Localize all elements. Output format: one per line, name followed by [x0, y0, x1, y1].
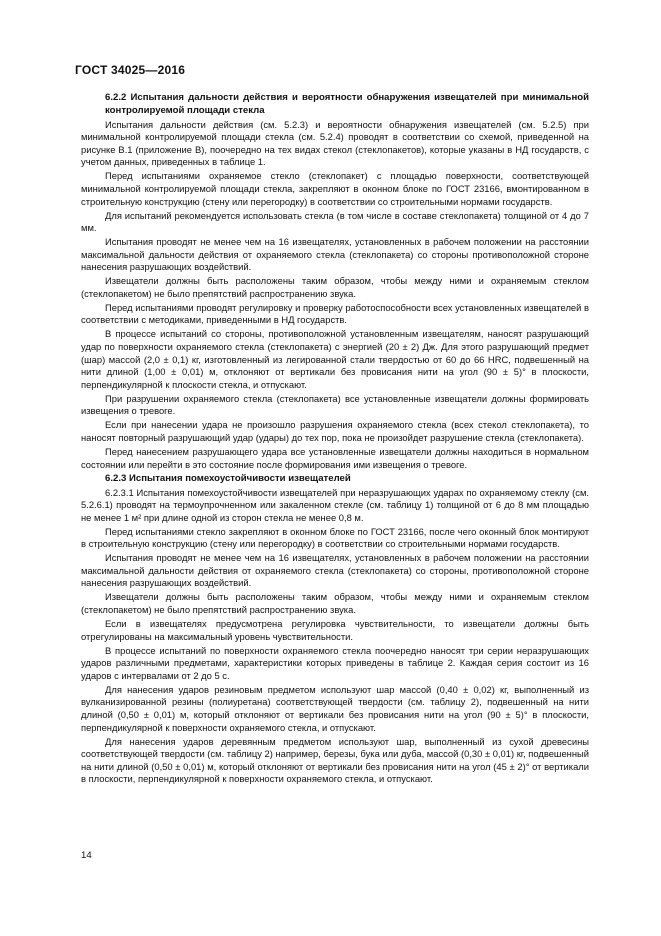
page-number: 14	[81, 850, 92, 861]
section-heading: 6.2.2 Испытания дальности действия и вероятности обнаружения извещателей при минимальной контролируемой площади стекла	[105, 92, 589, 116]
document-body	[81, 92, 589, 787]
paragraph: Перед нанесением разрушающего удара все установленные извещатели должны находиться в нормальном состоянии или перейти в это состояние после формирования ими извещения о тревоге.	[81, 445, 589, 470]
paragraph: В процессе испытаний со стороны, противоположной установленным извещателям, наносят разрушающий удар по поверхности охраняемого стекла (стеклопакета) с энергией (20 ± 2) Дж. Для этого разрушающий предмет (шар) массой (2,0 ± 0,1) кг, изготовленный из легированной стали твердостью от 60 до 66 HRC, подвешенный на нити длиной (1,00 ± 0,01) м, отклоняют от вертикали без провисания нити на угол (90 ± 5)° в плоскости, перпендикулярной к плоскости стекла, и отпускают.	[81, 328, 589, 390]
paragraph: При разрушении охраняемого стекла (стеклопакета) все установленные извещатели должны формировать извещения о тревоге.	[81, 392, 589, 417]
paragraph: В процессе испытаний по поверхности охраняемого стекла поочередно наносят три серии неразрушающих ударов различными предметами, характеристики которых приведены в таблице 2. Каждая серия состоит из 16 ударов с интервалами от 2 до 5 с.	[81, 644, 589, 681]
paragraph: Если в извещателях предусмотрена регулировка чувствительности, то извещатели должны быть отрегулированы на максимальный уровень чувствительности.	[81, 618, 589, 642]
standard-header: ГОСТ 34025—2016	[75, 63, 186, 77]
paragraph: Извещатели должны быть расположены таким образом, чтобы между ними и охраняемым стеклом (стеклопакетом) не было препятствий распространению звука.	[81, 591, 589, 616]
paragraph: Если при нанесении удара не произошло разрушения охраняемого стекла (всех стекол стеклопакета), то наносят повторный разрушающий удар (удары) до тех пор, пока не произойдет разрушение стекла (стеклопакета).	[81, 419, 589, 443]
paragraph: Перед испытаниями проводят регулировку и проверку работоспособности всех установленных извещателей в соответствии с методиками, приведенными в НД государств.	[81, 301, 589, 326]
paragraph: Испытания проводят не менее чем на 16 извещателях, установленных в рабочем положении на расстоянии максимальной дальности действия от охраняемого стекла (стеклопакета) со стороны, противоположной стороне нанесения разрушающих воздействий.	[81, 552, 589, 589]
paragraph: Перед испытаниями охраняемое стекло (стеклопакет) с площадью поверхности, соответствующей минимальной контролируемой площади стекла, закрепляют в оконном блоке по ГОСТ 23166, вмонтированном в строительную конструкцию (стену или перегородку) в соответствии со строительными нормами государств.	[81, 170, 589, 207]
paragraph: Извещатели должны быть расположены таким образом, чтобы между ними и охраняемым стеклом (стеклопакетом) не было препятствий распространению звука.	[81, 275, 589, 299]
paragraph: 6.2.3.1 Испытания помехоустойчивости извещателей при неразрушающих ударах по охраняемому стеклу (см. 5.2.6.1) проводят на термоупрочненном или закаленном стекле (см. таблицу 1) толщиной от 6 до 8 мм площадью не менее 1 м² при длине одной из сторон стекла не менее 0,8 м.	[81, 486, 589, 523]
paragraph: Перед испытаниями стекло закрепляют в оконном блоке по ГОСТ 23166, после чего оконный блок монтируют в строительную конструкцию (стену или перегородку) в соответствии со строительными нормами государств.	[81, 525, 589, 550]
paragraph: Для нанесения ударов резиновым предметом используют шар массой (0,40 ± 0,02) кг, выполненный из вулканизированной резины (полиуретана) соответствующей твердости (см. таблицу 2), подвешенный на нити длиной (0,50 ± 0,01) м, который отклоняют от вертикали без провисания нити на угол (90 ± 5)° в плоскости, перпендикулярной к поверхности охраняемого стекла, и отпускают.	[81, 683, 589, 733]
paragraph: Испытания дальности действия (см. 5.2.3) и вероятности обнаружения извещателей (см. 5.2.5) при минимальной контролируемой площади стекла (см. 5.2.4) проводят в соответствии со схемой, приведенной на рисунке В.1 (приложение В), поочередно на тех видах стекол (стеклопакетов), которые указаны в НД государств, с учетом данных, приведенных в таблице 1.	[81, 118, 589, 168]
paragraph: Для нанесения ударов деревянным предметом используют шар, выполненный из сухой древесины соответствующей твердости (см. таблицу 2) например, березы, бука или дуба, массой (0,30 ± 0,01) кг, подвешенный на нити длиной (0,50 ± 0,01) м, который отклоняют от вертикали без провисания нити на угол (45 ± 2)° от вертикали в плоскости, перпендикулярной к поверхности охраняемого стекла, и отпускают.	[81, 735, 589, 785]
paragraph: Испытания проводят не менее чем на 16 извещателях, установленных в рабочем положении на расстоянии максимальной дальности действия от охраняемого стекла (стеклопакета) со стороны противоположной стороне нанесения разрушающих воздействий.	[81, 236, 589, 273]
section-heading: 6.2.3 Испытания помехоустойчивости извещателей	[105, 472, 351, 484]
paragraph: Для испытаний рекомендуется использовать стекла (в том числе в составе стеклопакета) толщиной от 4 до 7 мм.	[81, 209, 589, 234]
